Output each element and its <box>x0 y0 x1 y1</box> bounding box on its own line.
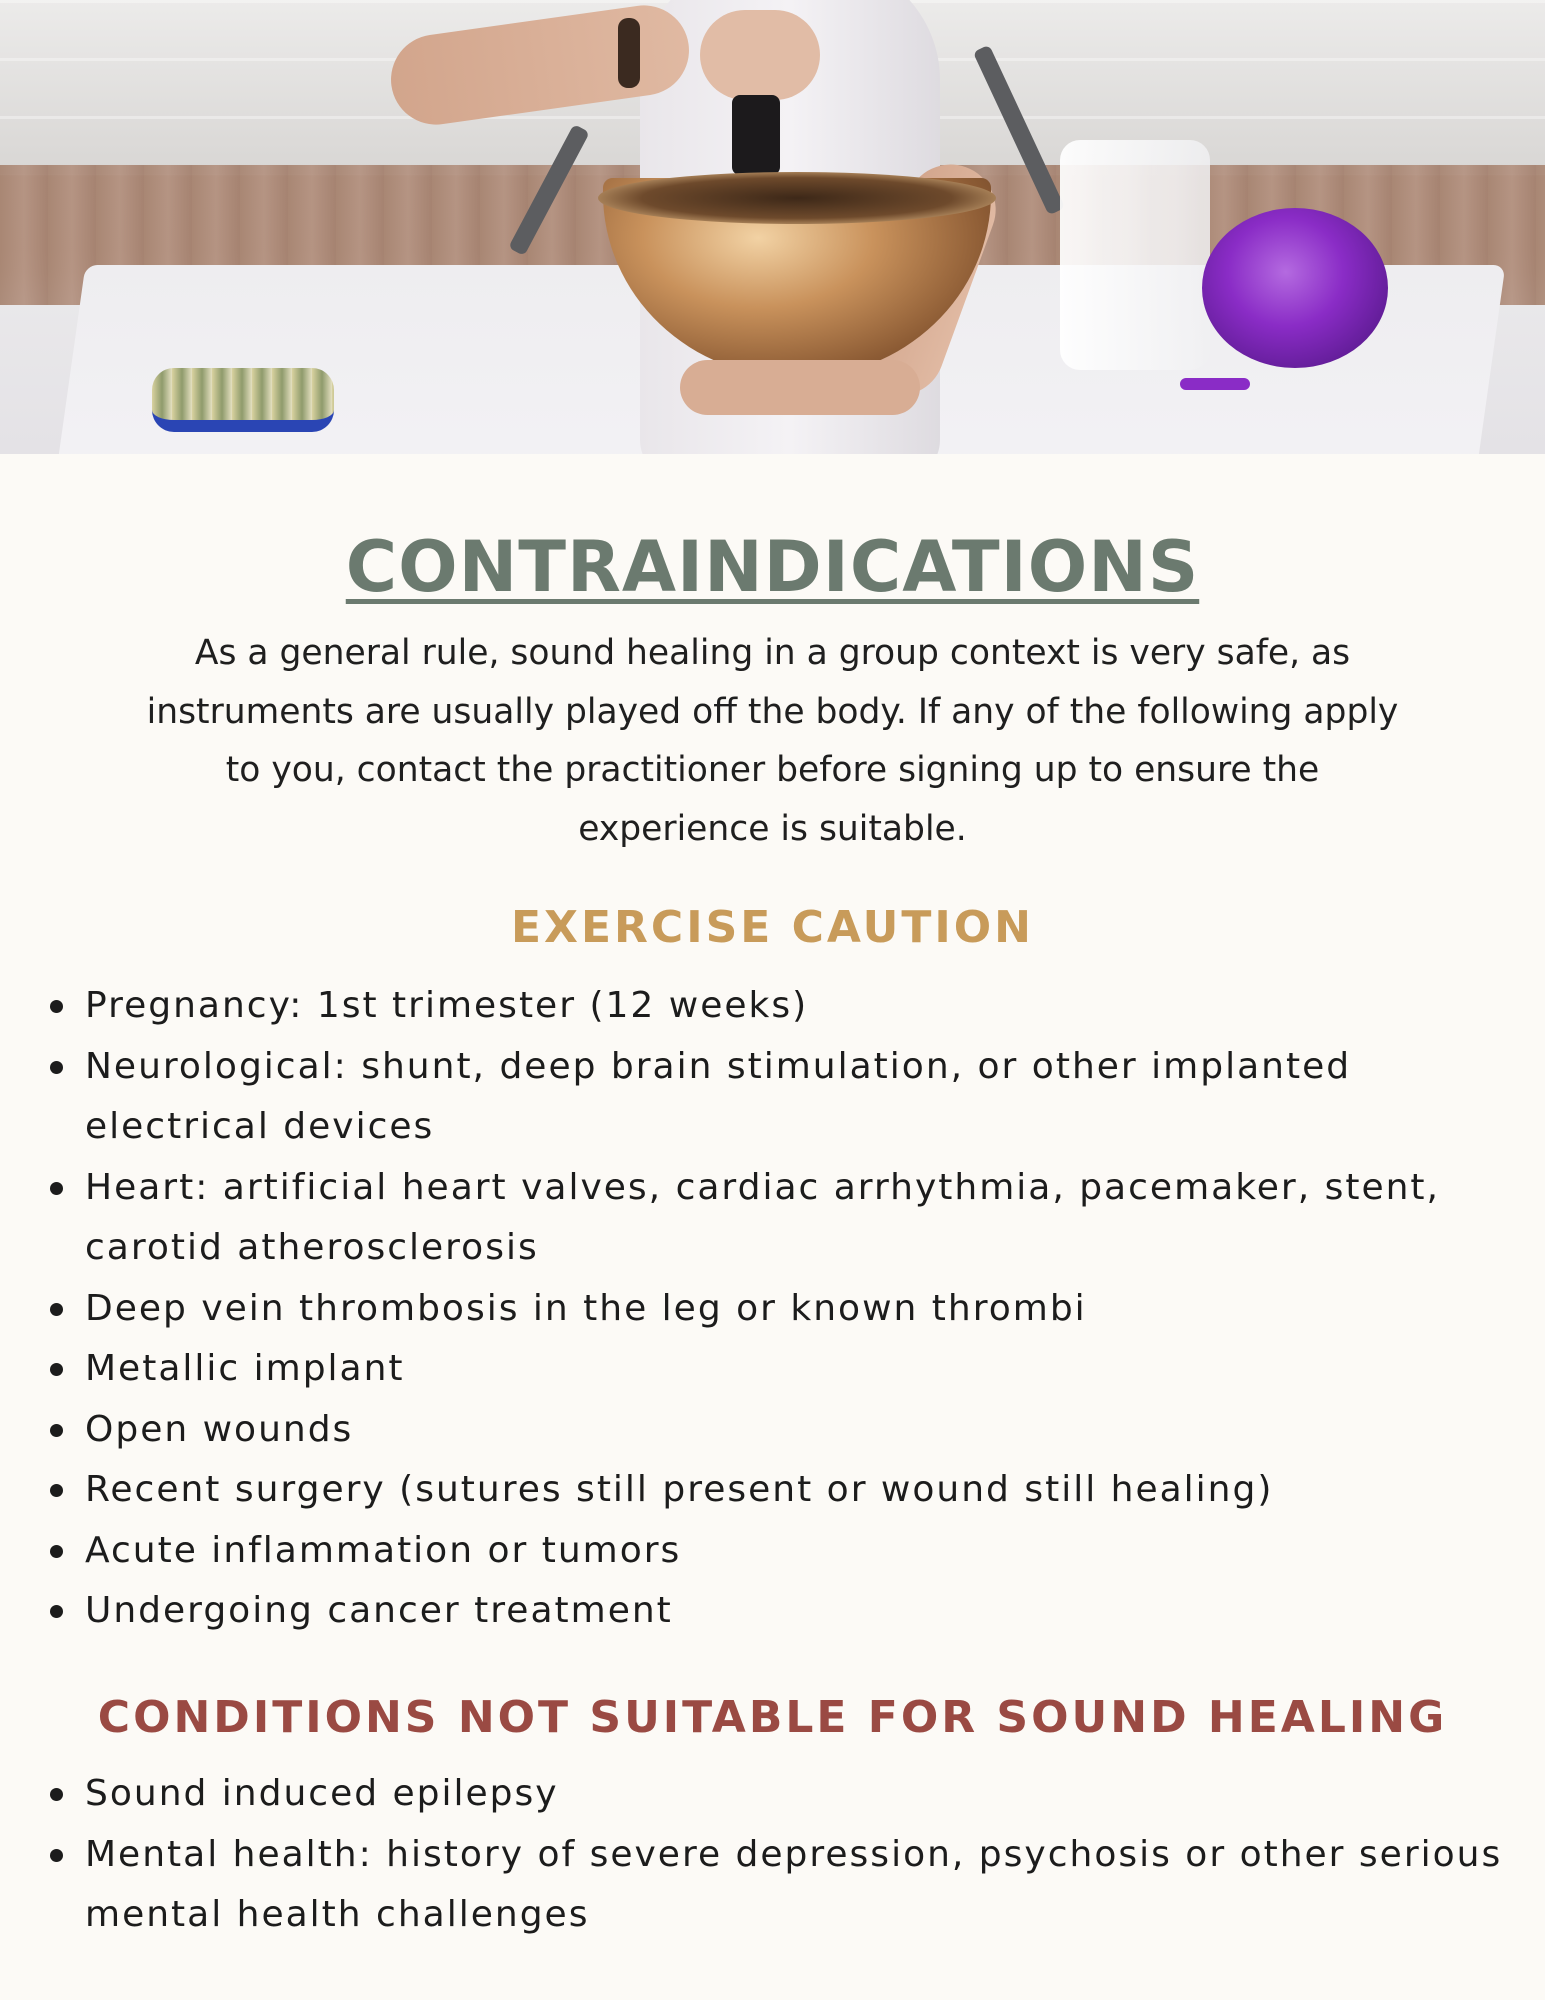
mallet <box>732 95 780 175</box>
exercise-caution-list <box>50 976 1520 1642</box>
hero-photo <box>0 0 1545 454</box>
list-item: Sound induced epilepsy <box>50 1764 1520 1825</box>
purple-stick <box>1180 378 1250 390</box>
hand <box>700 10 820 100</box>
holding-hand <box>680 360 920 415</box>
list-item: Neurological: shunt, deep brain stimulation, or other implanted electrical devices <box>50 1037 1520 1158</box>
purple-tongue-drum <box>1202 208 1388 368</box>
bullet-icon <box>50 1788 63 1801</box>
bullet-icon <box>50 1545 63 1558</box>
intro-line: As a general rule, sound healing in a group context is very safe, as <box>194 633 1351 673</box>
bracelet <box>618 18 640 88</box>
bullet-icon <box>50 1484 63 1497</box>
list-item: Recent surgery (sutures still present or wound still healing) <box>50 1460 1520 1521</box>
list-item: Undergoing cancer treatment <box>50 1581 1520 1642</box>
list-item: Open wounds <box>50 1400 1520 1461</box>
bullet-icon <box>50 1849 63 1862</box>
list-item: Deep vein thrombosis in the leg or known thrombi <box>50 1279 1520 1340</box>
intro-paragraph <box>40 624 1505 858</box>
page-title: CONTRAINDICATIONS <box>345 526 1200 608</box>
bullet-icon <box>50 1061 63 1074</box>
list-item: Mental health: history of severe depression, psychosis or other serious mental health challenges <box>50 1825 1520 1946</box>
crystal-bowl <box>1060 140 1210 370</box>
sage-bundle <box>152 368 334 432</box>
singing-bowl-rim <box>598 172 996 224</box>
bullet-icon <box>50 1303 63 1316</box>
intro-line: to you, contact the practitioner before signing up to ensure the <box>225 750 1320 790</box>
list-item: Heart: artificial heart valves, cardiac arrhythmia, pacemaker, stent, carotid atherosclerosis <box>50 1158 1520 1279</box>
bullet-icon <box>50 1363 63 1376</box>
list-item: Pregnancy: 1st trimester (12 weeks) <box>50 976 1520 1037</box>
not-suitable-list <box>50 1764 1520 1946</box>
exercise-caution-heading: EXERCISE CAUTION <box>511 902 1034 953</box>
bullet-icon <box>50 1000 63 1013</box>
intro-line: experience is suitable. <box>578 808 967 849</box>
bullet-icon <box>50 1605 63 1618</box>
intro-line: instruments are usually played off the body. If any of the following apply <box>146 691 1399 732</box>
bullet-icon <box>50 1424 63 1437</box>
list-item: Acute inflammation or tumors <box>50 1521 1520 1582</box>
list-item: Metallic implant <box>50 1339 1520 1400</box>
not-suitable-heading: CONDITIONS NOT SUITABLE FOR SOUND HEALING <box>97 1692 1448 1743</box>
bullet-icon <box>50 1182 63 1195</box>
